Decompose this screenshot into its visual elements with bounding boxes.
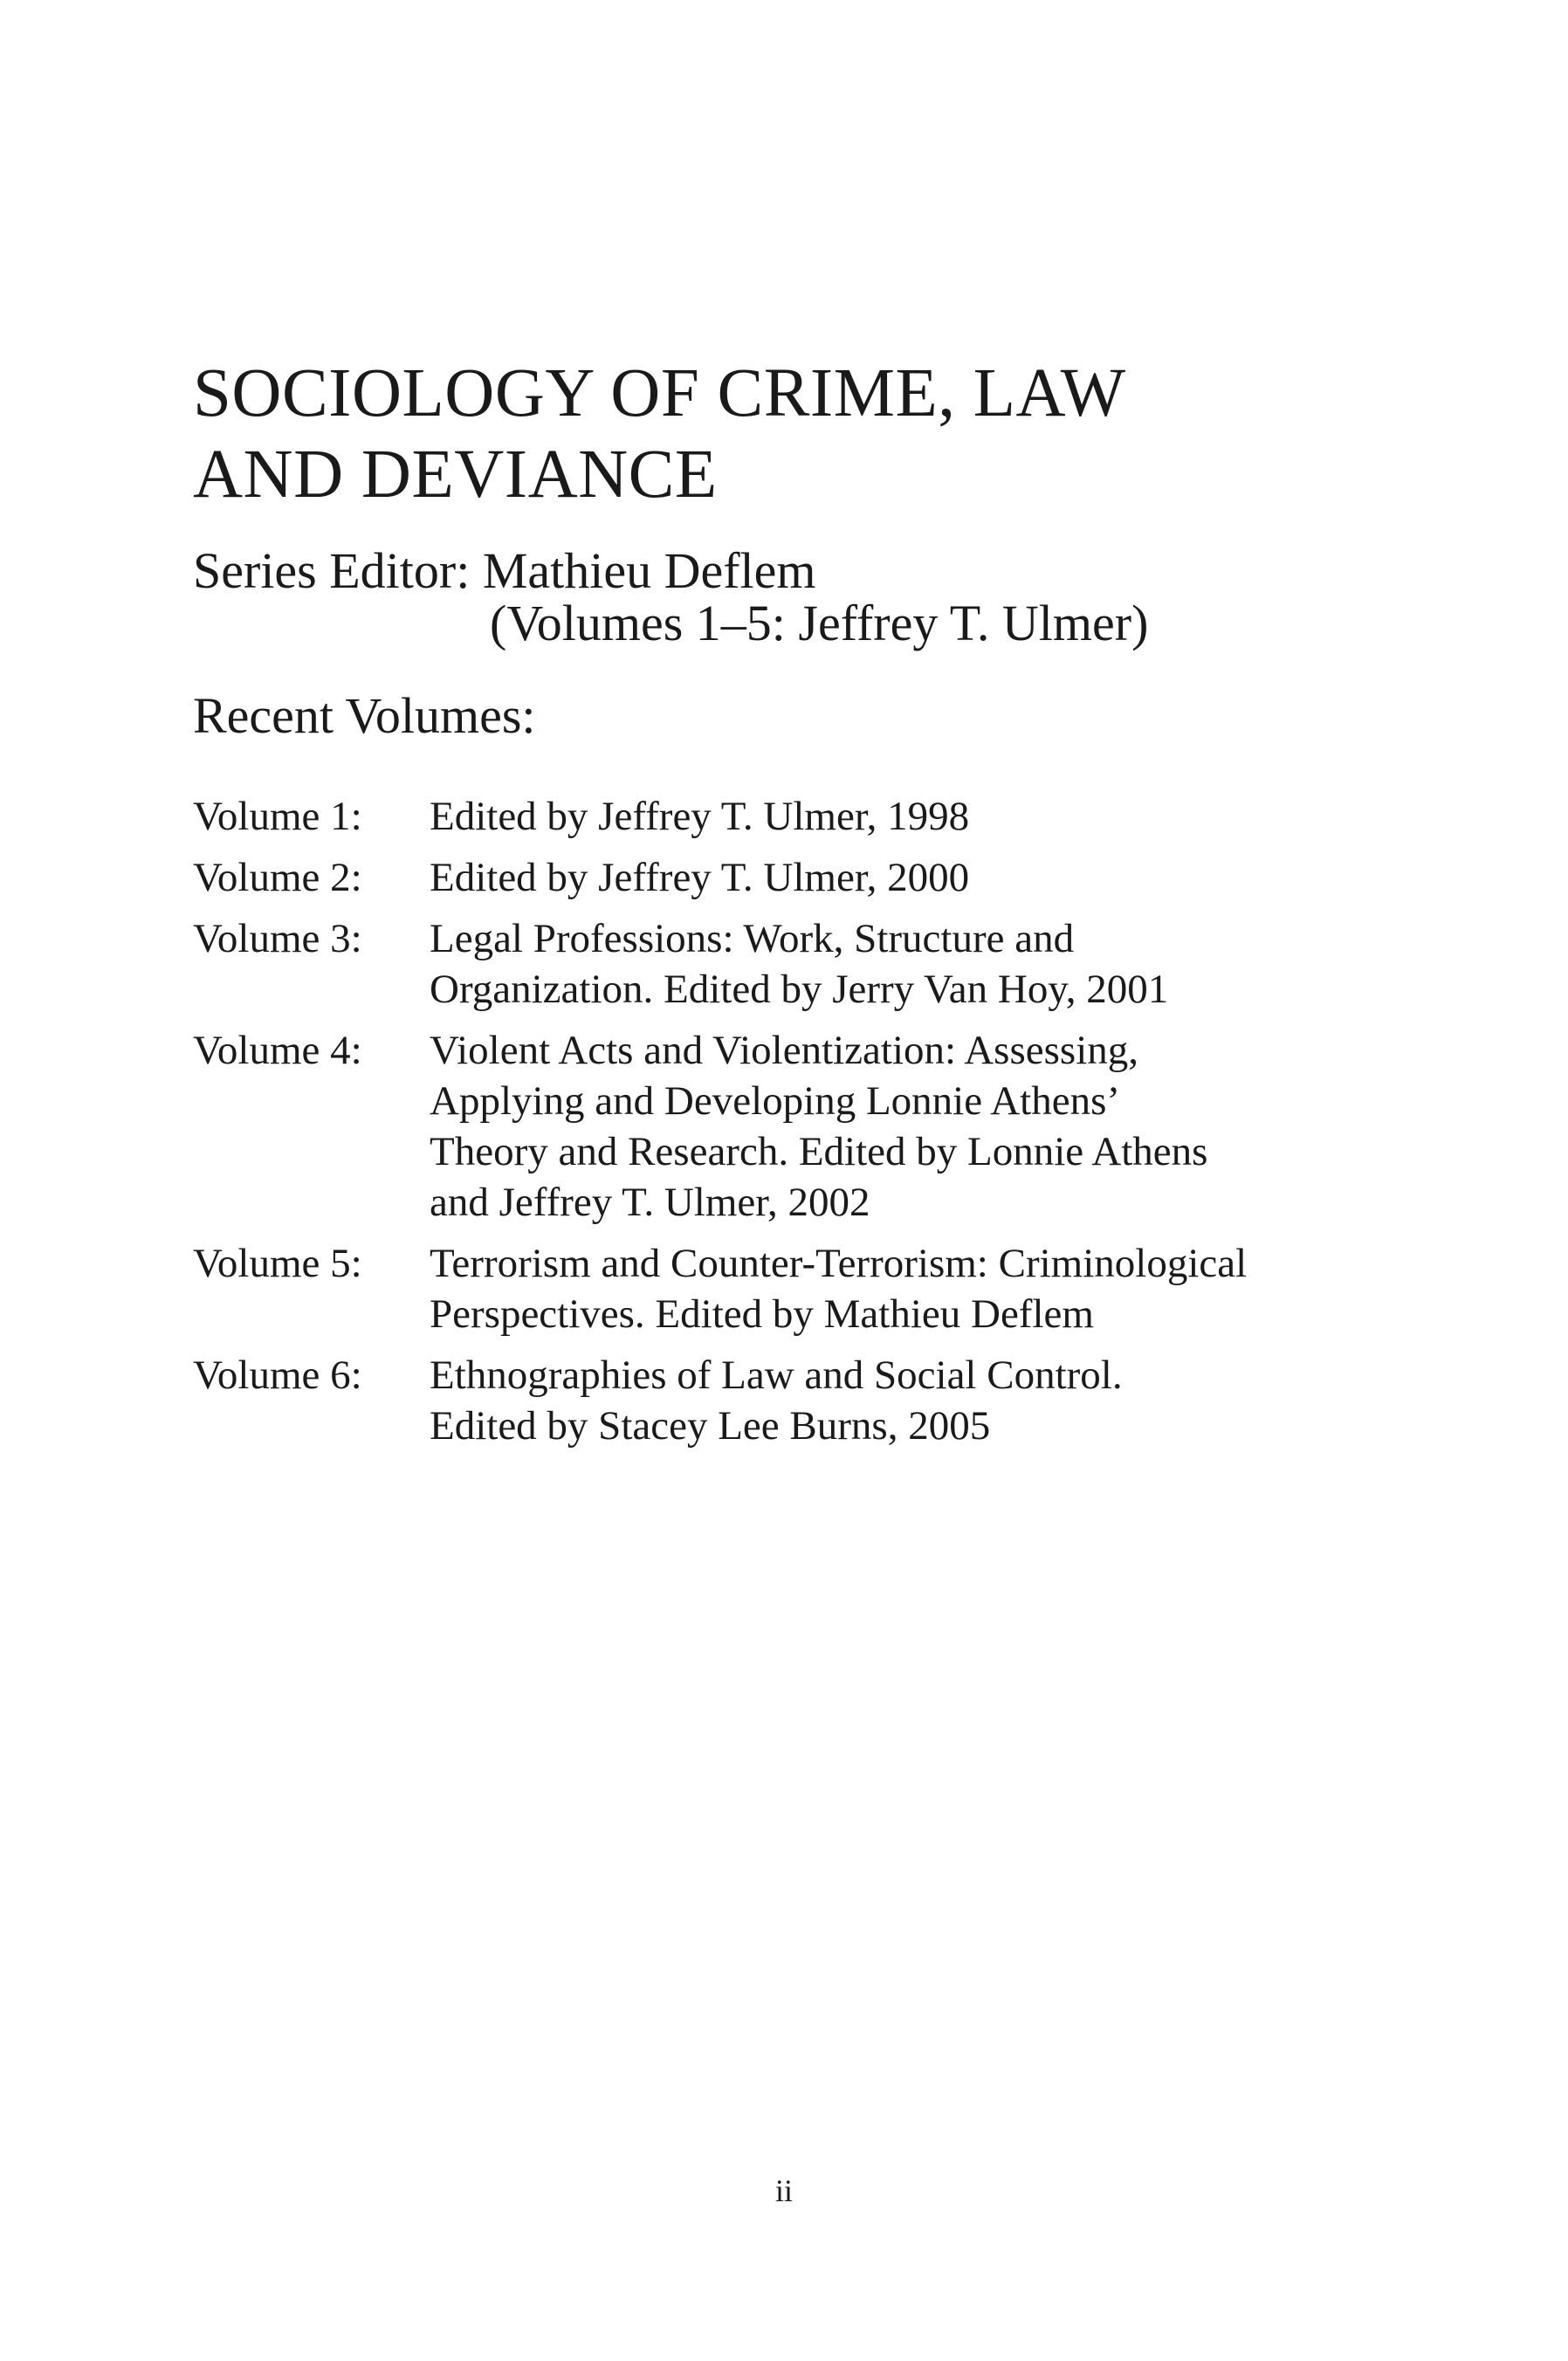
volume-entry — [193, 913, 1415, 1015]
volume-description-line: Organization. Edited by Jerry Van Hoy, 2001 — [430, 967, 1169, 1012]
series-title-line-2: AND DEVIANCE — [193, 437, 718, 513]
volume-number: Volume 4: — [193, 1028, 362, 1073]
volume-description-line: Edited by Jeffrey T. Ulmer, 2000 — [430, 855, 970, 900]
volume-number: Volume 3: — [193, 916, 362, 961]
volume-description — [430, 913, 1415, 1015]
volume-number: Volume 5: — [193, 1241, 362, 1286]
volume-number: Volume 2: — [193, 855, 362, 900]
volume-entry — [193, 1350, 1415, 1451]
volume-number: Volume 6: — [193, 1353, 362, 1398]
volume-list — [193, 791, 1415, 1462]
volume-description-line: Edited by Jeffrey T. Ulmer, 1998 — [430, 794, 970, 839]
volume-entry — [193, 791, 1415, 842]
volume-entry — [193, 1238, 1415, 1339]
volume-description-line: Perspectives. Edited by Mathieu Deflem — [430, 1291, 1094, 1337]
recent-volumes-heading: Recent Volumes: — [193, 687, 536, 744]
volume-number: Volume 1: — [193, 794, 362, 839]
volume-description-line: and Jeffrey T. Ulmer, 2002 — [430, 1180, 870, 1225]
volume-description-line: Edited by Stacey Lee Burns, 2005 — [430, 1403, 991, 1449]
volume-description — [430, 1025, 1415, 1228]
volume-description — [430, 1238, 1415, 1339]
volume-description-line: Violent Acts and Violentization: Assessing, — [430, 1028, 1139, 1073]
series-editor-note: (Volumes 1–5: Jeffrey T. Ulmer) — [490, 595, 1149, 651]
volume-entry — [193, 1025, 1415, 1228]
volume-description — [430, 852, 1415, 903]
volume-description-line: Ethnographies of Law and Social Control. — [430, 1353, 1123, 1398]
volume-description — [430, 1350, 1415, 1451]
volume-entry — [193, 852, 1415, 903]
volume-description-line: Legal Professions: Work, Structure and — [430, 916, 1075, 961]
volume-description — [430, 791, 1415, 842]
volume-description-line: Terrorism and Counter-Terrorism: Criminological — [430, 1241, 1248, 1286]
series-title — [193, 353, 1415, 515]
page-number: ii — [774, 2173, 793, 2208]
volume-description-line: Theory and Research. Edited by Lonnie Athens — [430, 1129, 1208, 1174]
volume-description-line: Applying and Developing Lonnie Athens’ — [430, 1078, 1121, 1124]
series-editor: Series Editor: Mathieu Deflem — [193, 542, 816, 599]
series-title-line-1: SOCIOLOGY OF CRIME, LAW — [193, 355, 1126, 431]
